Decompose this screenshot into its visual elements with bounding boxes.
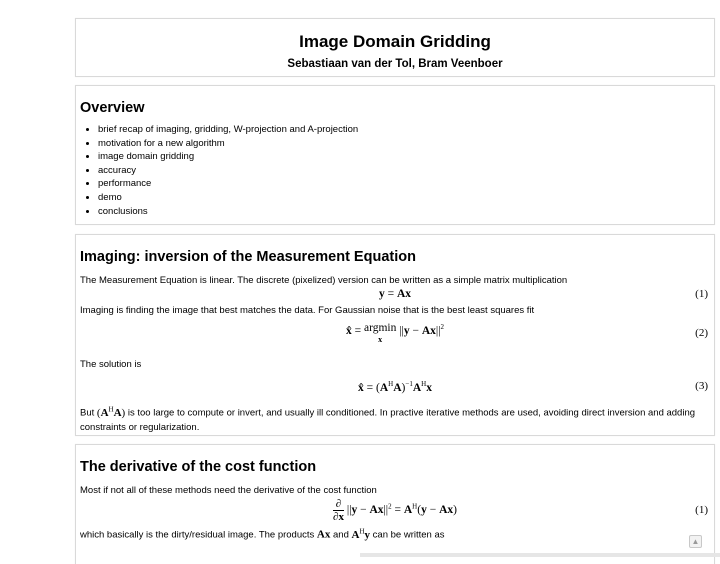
imaging-paragraph-2: Imaging is finding the image that best matches the data. For Gaussian noise that is the best least squares fit (80, 305, 535, 316)
equation-2: x̂ = argmin x $||y - Ax||^2$ (2) (345, 322, 708, 344)
derivative-slide (75, 444, 715, 564)
derivative-equation: $\frac{\partial}{\partial x}$ $||y - Ax||^2 = A^H(y - Ax)$ (1) (333, 498, 708, 523)
imaging-paragraph-4: But $(A^HA)$ is too large to compute or invert, and usually ill conditioned. In practive iterative methods are used, avoiding direct inversion and adding constraints or regularization. (80, 405, 696, 433)
overview-slide (75, 85, 715, 225)
imaging-heading: Imaging: inversion of the Measurement Equation (80, 249, 416, 265)
page-title: Image Domain Gridding (299, 32, 491, 51)
list-item: • accuracy (98, 164, 714, 178)
list-item: • image domain gridding (98, 150, 714, 164)
equation-number: (1) (695, 504, 708, 516)
imaging-paragraph-1: The Measurement Equation is linear. The discrete (pixelized) version can be written as a simple matrix multiplication (80, 275, 568, 286)
list-item: • motivation for a new algorithm (98, 137, 714, 151)
equation-3: x̂ = $(A^HA)^{-1}A^Hx$ (3) (358, 380, 708, 394)
list-item: • demo (98, 191, 714, 205)
derivative-paragraph-1: Most if not all of these methods need the derivative of the cost function (80, 485, 377, 496)
derivative-paragraph-2: which basically is the dirty/residual image. The products Ax and $A^Hy$ can be written as (80, 527, 445, 541)
horizontal-scrollbar[interactable] (360, 553, 720, 557)
derivative-heading: The derivative of the cost function (80, 459, 317, 475)
authors: Sebastiaan van der Tol, Bram Veenboer (287, 58, 503, 70)
equation-number: (3) (695, 380, 708, 392)
list-item: • conclusions (98, 205, 714, 219)
overview-list (76, 123, 714, 218)
imaging-paragraph-3: The solution is (80, 359, 142, 370)
scroll-top-icon[interactable]: ▲ (689, 535, 702, 548)
equation-number: (2) (695, 327, 708, 339)
list-item: • brief recap of imaging, gridding, W-projection and A-projection (98, 123, 714, 137)
equation-1: y = Ax (1) (378, 288, 708, 300)
equation-number: (1) (695, 288, 708, 300)
list-item: • performance (98, 177, 714, 191)
imaging-slide (75, 234, 715, 436)
overview-heading: Overview (80, 100, 145, 116)
title-slide (75, 18, 715, 77)
